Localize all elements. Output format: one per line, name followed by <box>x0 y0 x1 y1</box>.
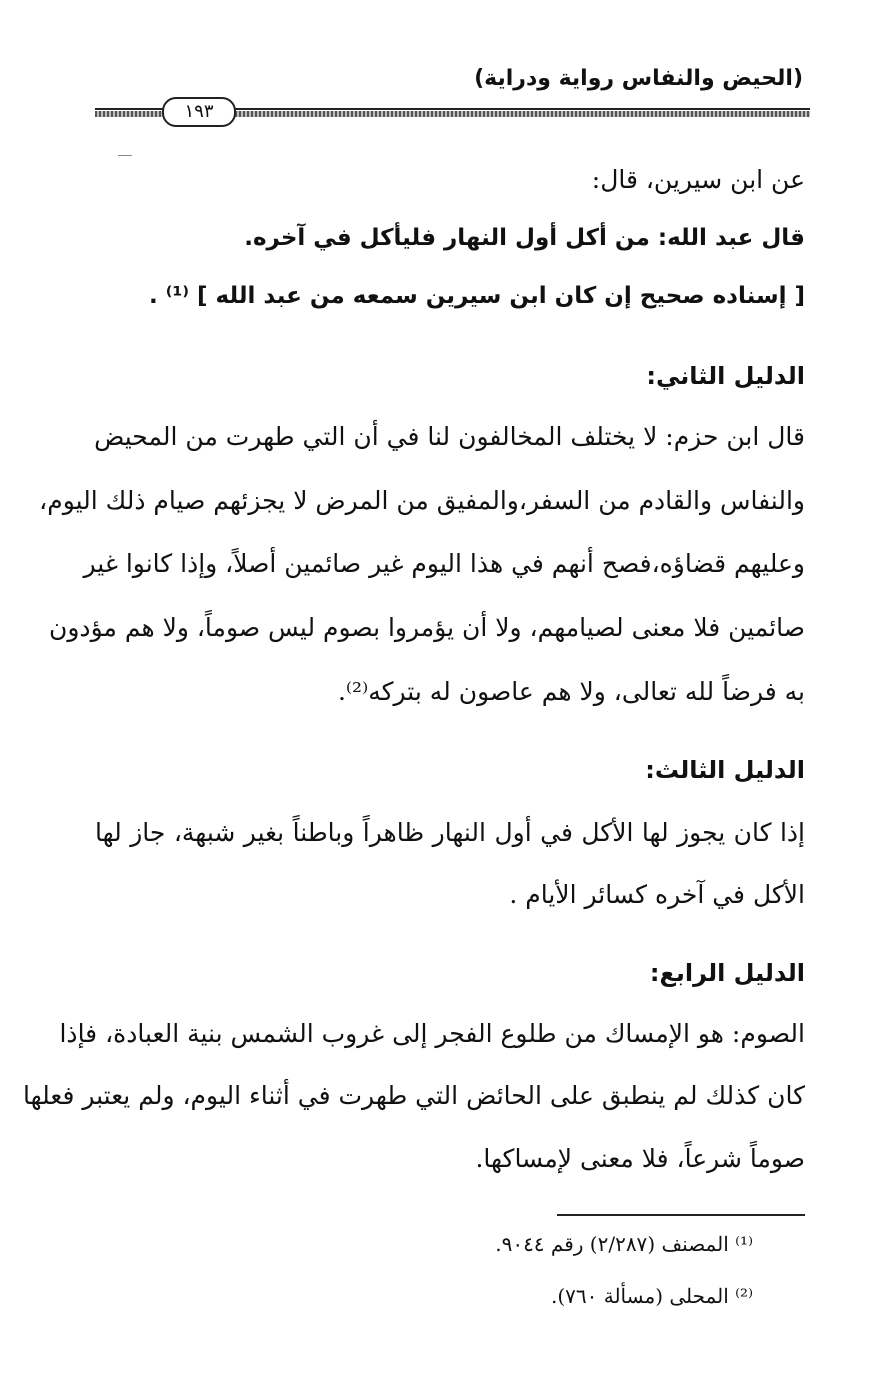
paragraph-line: صائمين فلا معنى لصيامهم، ولا أن يؤمروا بصوم ليس صوماً، ولا هم مؤدون <box>49 613 805 642</box>
footnote-separator <box>557 1214 805 1216</box>
paragraph-line: الصوم: هو الإمساك من طلوع الفجر إلى غروب الشمس بنية العبادة، فإذا <box>59 1019 805 1048</box>
heading-second-evidence: الدليل الثاني: <box>646 362 805 390</box>
paragraph-line: وعليهم قضاؤه،فصح أنهم في هذا اليوم غير صائمين أصلاً، وإذا كانوا غير <box>83 549 805 578</box>
quote-line: قال عبد الله: من أكل أول النهار فليأكل في آخره. <box>244 225 805 251</box>
page-number: ١٩٣ <box>162 97 236 127</box>
paragraph-line: صوماً شرعاً، فلا معنى لإمساكها. <box>475 1144 805 1173</box>
paragraph-line: كان كذلك لم ينطبق على الحائض التي طهرت في أثناء اليوم، ولم يعتبر فعلها <box>22 1081 805 1110</box>
text-line-1: عن ابن سيرين، قال: <box>591 165 805 194</box>
heading-fourth-evidence: الدليل الرابع: <box>649 959 805 987</box>
footnote-2: ⁽²⁾ المحلى (مسألة ٧٦٠). <box>550 1284 753 1308</box>
isnad-note: [ إسناده صحيح إن كان ابن سيرين سمعه من عبد الله ] ⁽¹⁾ . <box>148 283 805 309</box>
paragraph-line: والنفاس والقادم من السفر،والمفيق من المرض لا يجزئهم صيام ذلك اليوم، <box>39 486 805 515</box>
paragraph-line: إذا كان يجوز لها الأكل في أول النهار ظاهراً وباطناً بغير شبهة، جاز لها <box>95 818 805 847</box>
running-header-title: (الحيض والنفاس رواية ودراية) <box>474 66 803 91</box>
paragraph-line: قال ابن حزم: لا يختلف المخالفون لنا في أن التي طهرت من المحيض <box>94 422 805 451</box>
heading-third-evidence: الدليل الثالث: <box>645 756 805 784</box>
paragraph-line: به فرضاً لله تعالى، ولا هم عاصون له بتركه⁽²⁾. <box>337 677 805 706</box>
footnote-1: ⁽¹⁾ المصنف (٢/٢٨٧) رقم ٩٠٤٤. <box>495 1232 753 1256</box>
paragraph-line: الأكل في آخره كسائر الأيام . <box>509 880 805 909</box>
stray-mark <box>118 155 132 156</box>
